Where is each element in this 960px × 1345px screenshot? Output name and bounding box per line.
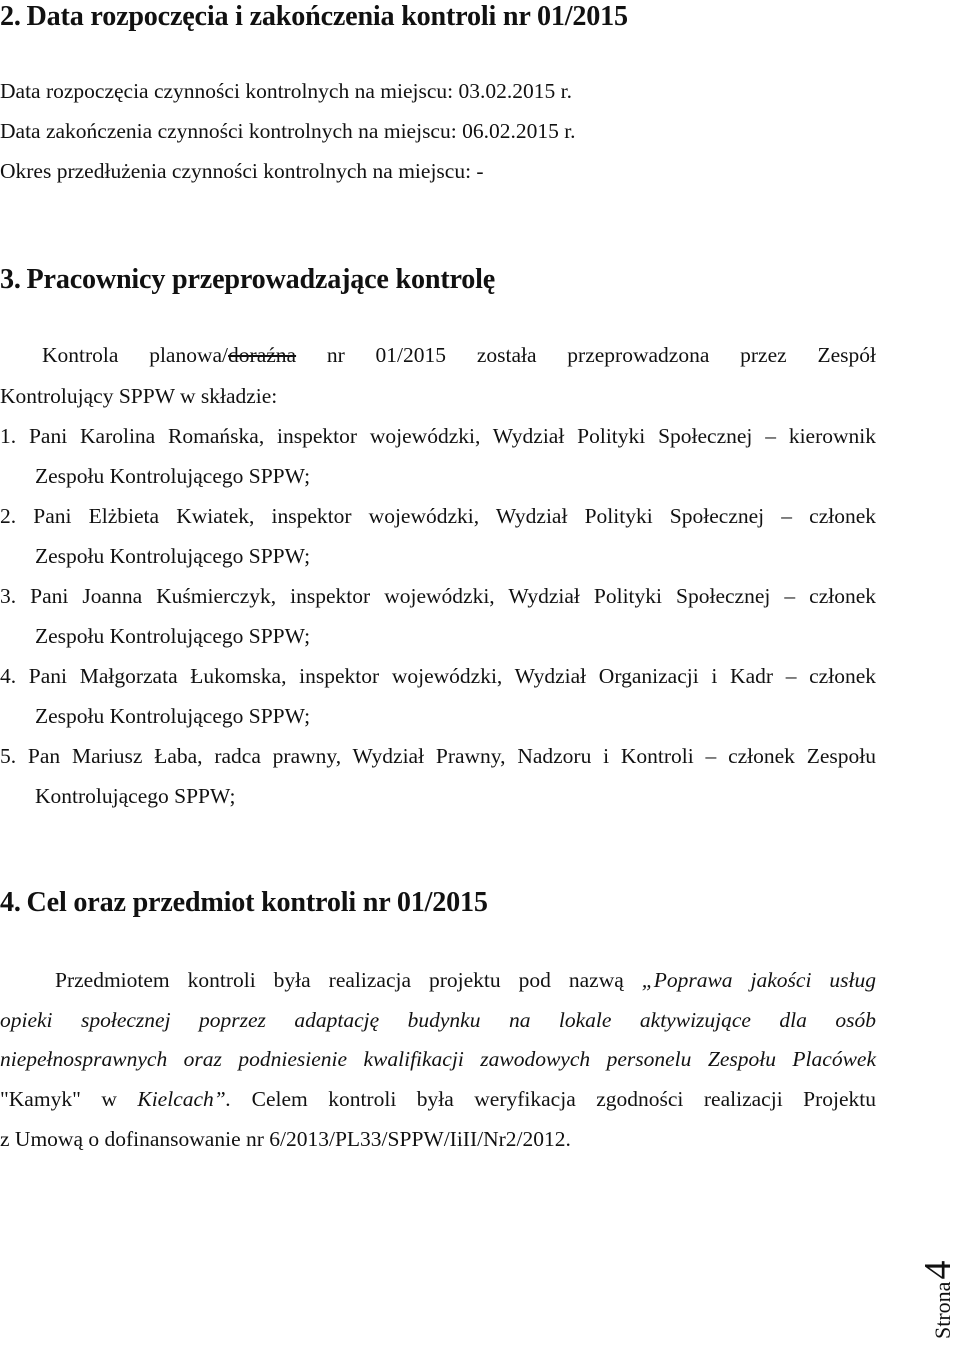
intro-part-2: nr 01/2015 została przeprowadzona przez Zespół: [296, 343, 876, 367]
member-4-line-2: Zespołu Kontrolującego SPPW;: [35, 704, 311, 728]
member-5-line-2: Kontrolującego SPPW;: [35, 784, 236, 808]
purpose-line-1: [55, 967, 876, 993]
member-2-line-1: 2. Pani Elżbieta Kwiatek, inspektor wojewódzki, Wydział Polityki Społecznej – członek: [0, 504, 876, 528]
intro-part-1: Kontrola planowa/: [42, 343, 229, 367]
section-2-heading: [0, 0, 628, 33]
purpose-line-4-normal-b: Celem kontroli była weryfikacja zgodności realizacji Projektu: [231, 1087, 877, 1111]
section-2-number: 2.: [0, 0, 21, 32]
section-3-title: Pracownicy przeprowadzające kontrolę: [26, 263, 496, 295]
project-name-part-1: „Poprawa jakości usług: [641, 968, 876, 992]
member-1-line-2: Zespołu Kontrolującego SPPW;: [35, 464, 311, 488]
member-5-line-1: 5. Pan Mariusz Łaba, radca prawny, Wydział Prawny, Nadzoru i Kontroli – członek Zespołu: [0, 744, 876, 768]
section-2-title: Data rozpoczęcia i zakończenia kontroli nr 01/2015: [26, 0, 628, 32]
purpose-line-3: niepełnosprawnych oraz podniesienie kwalifikacji zawodowych personelu Zespołu Placówek: [0, 1047, 876, 1071]
member-4-line-1: 4. Pani Małgorzata Łukomska, inspektor wojewódzki, Wydział Organizacji i Kadr – członek: [0, 664, 876, 688]
extension-line: Okres przedłużenia czynności kontrolnych na miejscu: -: [0, 159, 484, 183]
section-4-number: 4.: [0, 886, 21, 918]
page-footer: [918, 1239, 958, 1339]
section-3-intro: [42, 342, 876, 368]
section-4-heading: [0, 886, 488, 919]
page-label: Strona: [930, 1281, 955, 1339]
purpose-line-4: [0, 1086, 876, 1112]
page-number: 4: [917, 1260, 959, 1280]
intro-struck-word: doraźna: [228, 343, 297, 367]
purpose-line-1-normal: Przedmiotem kontroli była realizacja projektu pod nazwą: [55, 968, 642, 992]
member-2-line-2: Zespołu Kontrolującego SPPW;: [35, 544, 311, 568]
project-name-end: Kielcach”.: [137, 1087, 232, 1111]
purpose-line-5: z Umową o dofinansowanie nr 6/2013/PL33/SPPW/IiII/Nr2/2012.: [0, 1127, 571, 1151]
section-3-number: 3.: [0, 263, 21, 295]
purpose-line-4-normal-a: "Kamyk" w: [0, 1087, 138, 1111]
end-date-line: Data zakończenia czynności kontrolnych na miejscu: 06.02.2015 r.: [0, 119, 576, 143]
member-3-line-2: Zespołu Kontrolującego SPPW;: [35, 624, 311, 648]
section-4-title: Cel oraz przedmiot kontroli nr 01/2015: [26, 886, 488, 918]
start-date-line: Data rozpoczęcia czynności kontrolnych na miejscu: 03.02.2015 r.: [0, 79, 572, 103]
page-number-rotated: [918, 1261, 958, 1339]
section-3-heading: [0, 263, 495, 296]
intro-line-2: Kontrolujący SPPW w składzie:: [0, 384, 278, 408]
member-1-line-1: 1. Pani Karolina Romańska, inspektor wojewódzki, Wydział Polityki Społecznej – kierownik: [0, 424, 876, 448]
member-3-line-1: 3. Pani Joanna Kuśmierczyk, inspektor wojewódzki, Wydział Polityki Społecznej – członek: [0, 584, 876, 608]
purpose-line-2: opieki społecznej poprzez adaptację budynku na lokale aktywizujące dla osób: [0, 1008, 876, 1032]
